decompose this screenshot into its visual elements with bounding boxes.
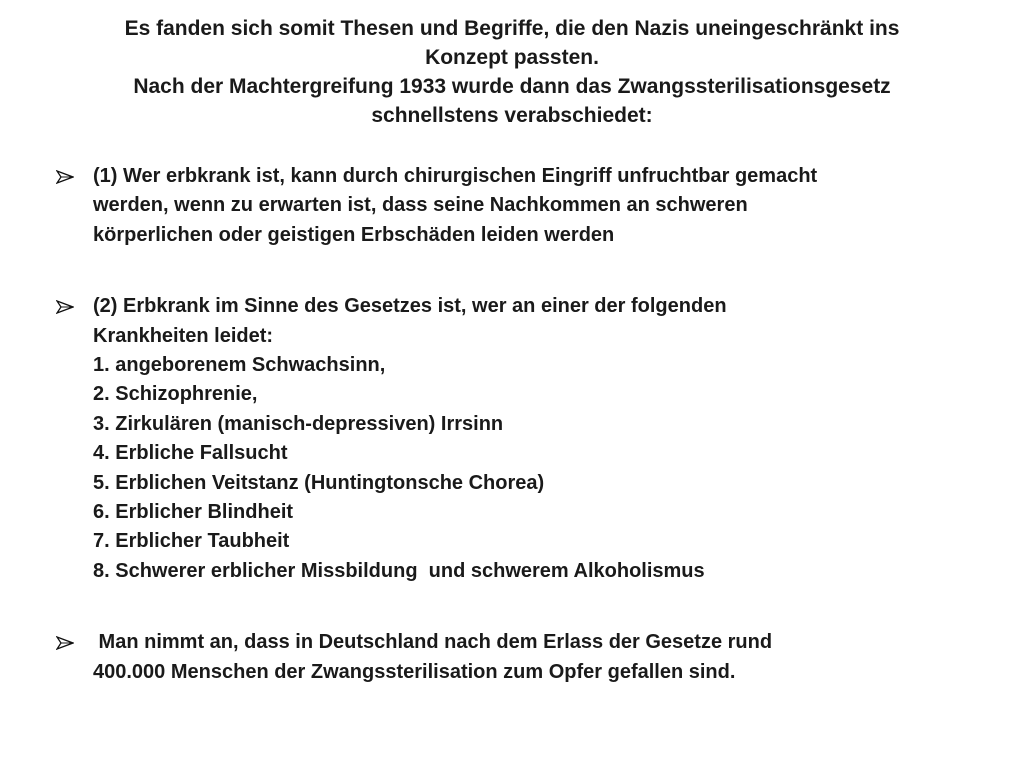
bullet-text-line: Man nimmt an, dass in Deutschland nach dem Erlass der Gesetze rund	[93, 631, 773, 654]
disease-list-item: 5. Erblichen Veitstanz (Huntingtonsche Chorea)	[93, 471, 545, 494]
arrowhead-bullet-icon	[56, 300, 74, 314]
disease-list-item: 7. Erblicher Taubheit	[93, 530, 290, 553]
title-line: Es fanden sich somit Thesen und Begriffe, die den Nazis uneingeschränkt ins	[124, 17, 900, 40]
arrowhead-bullet-icon	[56, 170, 74, 184]
disease-list-item: 4. Erbliche Fallsucht	[93, 442, 288, 465]
bullet-text-line: (1) Wer erbkrank ist, kann durch chirurgischen Eingriff unfruchtbar gemacht	[93, 165, 818, 187]
disease-list-item: 2. Schizophrenie,	[93, 383, 258, 406]
arrowhead-bullet-icon	[56, 636, 74, 650]
title-line: Nach der Machtergreifung 1933 wurde dann das Zwangssterilisationsgesetz	[133, 75, 891, 98]
disease-list-item: 6. Erblicher Blindheit	[93, 501, 294, 524]
bullet-text-line: (2) Erbkrank im Sinne des Gesetzes ist, wer an einer der folgenden	[93, 295, 727, 318]
bullet-text-line: 400.000 Menschen der Zwangssterilisation zum Opfer gefallen sind.	[93, 660, 736, 683]
title-line: schnellstens verabschiedet:	[371, 104, 653, 127]
bullet-item-law-paragraph-1	[56, 162, 976, 250]
bullet-text-line: körperlichen oder geistigen Erbschäden leiden werden	[93, 223, 615, 246]
bullet-list	[56, 162, 976, 687]
bullet-item-victims-estimate	[56, 628, 976, 687]
disease-list-item: 8. Schwerer erblicher Missbildung und schwerem Alkoholismus	[93, 559, 705, 582]
bullet-text-line: Krankheiten leidet:	[93, 324, 274, 347]
bullet-text-line: werden, wenn zu erwarten ist, dass seine Nachkommen an schweren	[93, 194, 748, 217]
disease-list-item: 3. Zirkulären (manisch-depressiven) Irrsinn	[93, 412, 504, 435]
title-line: Konzept passten.	[425, 46, 599, 69]
disease-list-item: 1. angeborenem Schwachsinn,	[93, 354, 386, 377]
bullet-item-law-paragraph-2	[56, 292, 976, 586]
slide-title	[40, 14, 984, 130]
